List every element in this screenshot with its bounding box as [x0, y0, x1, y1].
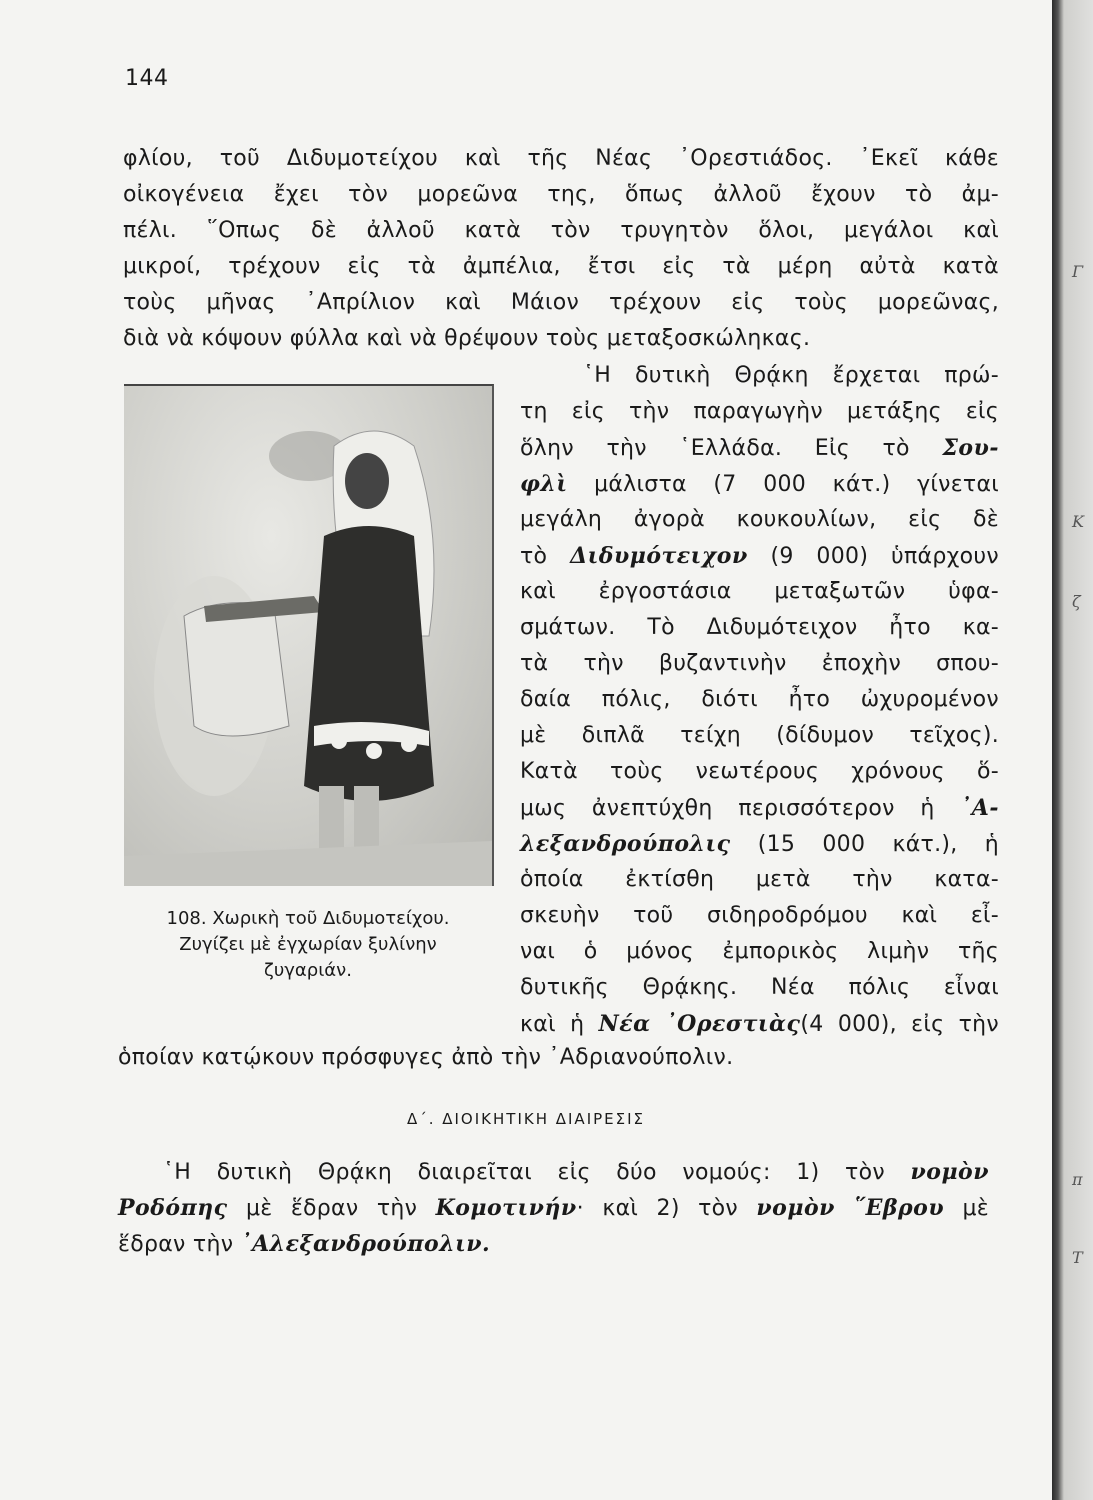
- text-line: φλίου, τοῦ Διδυμοτείχου καὶ τῆς Νέας ᾿Ορεστιάδος. ᾿Εκεῖ κάθε: [123, 146, 999, 171]
- caption-line: Ζυγίζει μὲ ἐγχωρίαν ξυλίνην: [179, 934, 437, 955]
- text-line: μικροί, τρέχουν εἰς τὰ ἀμπέλια, ἔτσι εἰς τὰ μέρη αὐτὰ κατὰ: [123, 254, 999, 279]
- page-number: 144: [125, 66, 169, 91]
- text-line: ὅλην τὴν ῾Ελλάδα. Εἰς τὸ Σου-: [520, 435, 999, 461]
- text-line: λεξανδρούπολις (15 000 κάτ.), ἡ: [520, 831, 999, 857]
- text-line: καὶ ἐργοστάσια μεταξωτῶν ὑφα-: [520, 579, 999, 604]
- text-line: μεγάλη ἀγορὰ κουκουλίων, εἰς δὲ: [520, 507, 999, 532]
- caption-line: 108. Χωρικὴ τοῦ Διδυμοτείχου.: [166, 908, 450, 929]
- text-line: διὰ νὰ κόψουν φύλλα καὶ νὰ θρέψουν τοὺς μεταξοσκώληκας.: [123, 326, 811, 351]
- text-line: Ροδόπης μὲ ἕδραν τὴν Κομοτινήν· καὶ 2) τὸν νομὸν ῞Εβρου μὲ: [118, 1195, 989, 1221]
- text-line: μὲ διπλᾶ τείχη (δίδυμον τεῖχος).: [520, 723, 999, 748]
- text-line: καὶ ἡ Νέα ᾿Ορεστιὰς(4 000), εἰς τὴν: [520, 1011, 999, 1037]
- text-line: σμάτων. Τὸ Διδυμότειχον ἦτο κα-: [520, 615, 999, 640]
- text-line: ῾Η δυτικὴ Θρᾴκη διαιρεῖται εἰς δύο νομούς: 1) τὸν νομὸν: [163, 1159, 989, 1185]
- figure-caption: [124, 906, 492, 984]
- place-komotini: Κομοτινήν: [435, 1195, 577, 1221]
- text-line: δυτικῆς Θρᾴκης. Νέα πόλις εἶναι: [520, 975, 999, 1000]
- bleed-mark: Τ: [1072, 1248, 1083, 1267]
- bleed-mark: Κ: [1072, 512, 1084, 531]
- text-line: ὁποίαν κατῴκουν πρόσφυγες ἀπὸ τὴν ᾿Αδριανούπολιν.: [118, 1045, 734, 1070]
- text-line: ῾Η δυτικὴ Θρᾴκη ἔρχεται πρώ-: [583, 363, 999, 388]
- text-line: ἕδραν τὴν ᾿Αλεξανδρούπολιν.: [118, 1231, 491, 1257]
- bleed-mark: ζ: [1072, 592, 1081, 611]
- page-gutter: [1052, 0, 1093, 1500]
- bleed-mark: Γ: [1072, 262, 1084, 281]
- place-nea-orestiada: Νέα ᾿Ορεστιὰς: [598, 1011, 801, 1037]
- text-line: μως ἀνεπτύχθη περισσότερον ἡ ᾿Α-: [520, 795, 999, 821]
- caption-line: ζυγαριάν.: [264, 960, 352, 981]
- section-heading: Δ΄. ΔΙΟΙΚΗΤΙΚΗ ΔΙΑΙΡΕΣΙΣ: [406, 1110, 646, 1128]
- bleed-mark: π: [1072, 1170, 1083, 1189]
- text-line: πέλι. ῞Οπως δὲ ἀλλοῦ κατὰ τὸν τρυγητὸν ὅλοι, μεγάλοι καὶ: [123, 218, 999, 243]
- figure-photo: [124, 384, 494, 886]
- place-didymoteicho: Διδυμότειχον: [570, 543, 748, 569]
- place-soufli: Σου-: [942, 435, 999, 461]
- text-line: τη εἰς τὴν παραγωγὴν μετάξης εἰς: [520, 399, 999, 424]
- text-line: τοὺς μῆνας ᾿Απρίλιον καὶ Μάιον τρέχουν εἰς τοὺς μορεῶνας,: [123, 290, 999, 315]
- village-woman-illustration: [124, 386, 492, 886]
- text-line: σκευὴν τοῦ σιδηροδρόμου καὶ εἶ-: [520, 903, 999, 928]
- place-alexandroupoli: λεξανδρούπολις: [520, 831, 731, 857]
- place-rodopi: Ροδόπης: [118, 1195, 228, 1221]
- place-evros: νομὸν ῞Εβρου: [756, 1195, 945, 1221]
- text-line: Κατὰ τοὺς νεωτέρους χρόνους ὅ-: [520, 759, 999, 784]
- text-line: οἰκογένεια ἔχει τὸν μορεῶνα της, ὅπως ἀλλοῦ ἔχουν τὸ ἀμ-: [123, 182, 999, 207]
- text-line: τὸ Διδυμότειχον (9 000) ὑπάρχουν: [520, 543, 999, 569]
- text-line: δαία πόλις, διότι ἦτο ὠχυρομένον: [520, 687, 999, 712]
- text-line: φλὶ μάλιστα (7 000 κάτ.) γίνεται: [520, 471, 999, 497]
- text-line: ναι ὁ μόνος ἐμπορικὸς λιμὴν τῆς: [520, 939, 999, 964]
- text-line: τὰ τὴν βυζαντινὴν ἐποχὴν σπου-: [520, 651, 999, 676]
- text-line: ὁποία ἐκτίσθη μετὰ τὴν κατα-: [520, 867, 999, 892]
